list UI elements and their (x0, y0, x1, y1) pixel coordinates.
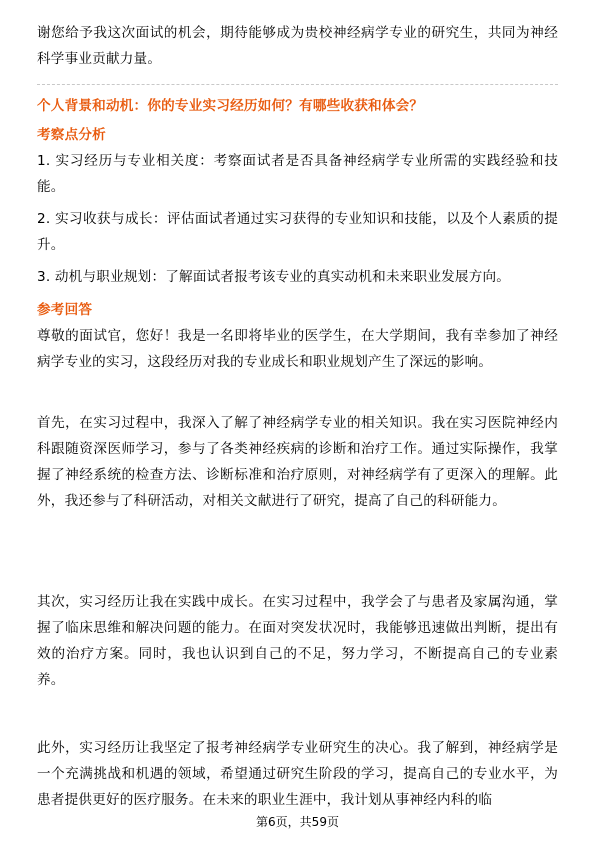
answer-paragraph-1: 尊敬的面试官，您好！我是一名即将毕业的医学生，在大学期间，我有幸参加了神经病学专业的实习，这段经历对我的专业成长和职业规划产生了深远的影响。 (37, 328, 558, 370)
section-divider (37, 84, 558, 85)
question-heading: 个人背景和动机：你的专业实习经历如何？有哪些收获和体会？ (37, 98, 424, 114)
page-number-footer: 第6页，共59页 (256, 815, 339, 829)
answer-paragraph-3: 其次，实习经历让我在实践中成长。在实习过程中，我学会了与患者及家属沟通，掌握了临床思维和解决问题的能力。在面对突发状况时，我能够迅速做出判断，提出有效的治疗方案。同时，我也认识到自己的不足，努力学习，不断提高自己的专业素养。 (37, 594, 558, 688)
analysis-point-2: 2. 实习收获与成长：评估面试者通过实习获得的专业知识和技能，以及个人素质的提升。 (37, 211, 558, 253)
analysis-point-3: 3. 动机与职业规划：了解面试者报考该专业的真实动机和未来职业发展方向。 (37, 269, 511, 285)
intro-paragraph: 谢您给予我这次面试的机会，期待能够成为贵校神经病学专业的研究生，共同为神经科学事业贡献力量。 (37, 25, 558, 67)
answer-heading: 参考回答 (37, 302, 93, 318)
analysis-heading: 考察点分析 (37, 127, 106, 143)
answer-paragraph-2: 首先，在实习过程中，我深入了解了神经病学专业的相关知识。我在实习医院神经内科跟随资深医师学习，参与了各类神经疾病的诊断和治疗工作。通过实际操作，我掌握了神经系统的检查方法、诊断标准和治疗原则，对神经病学有了更深入的理解。此外，我还参与了科研活动，对相关文献进行了研究，提高了自己的科研能力。 (37, 415, 558, 509)
analysis-point-1: 1. 实习经历与专业相关度：考察面试者是否具备神经病学专业所需的实践经验和技能。 (37, 153, 558, 195)
answer-paragraph-4: 此外，实习经历让我坚定了报考神经病学专业研究生的决心。我了解到，神经病学是一个充满挑战和机遇的领域，希望通过研究生阶段的学习，提高自己的专业水平，为患者提供更好的医疗服务。在未来的职业生涯中，我计划从事神经内科的临 (37, 740, 558, 808)
